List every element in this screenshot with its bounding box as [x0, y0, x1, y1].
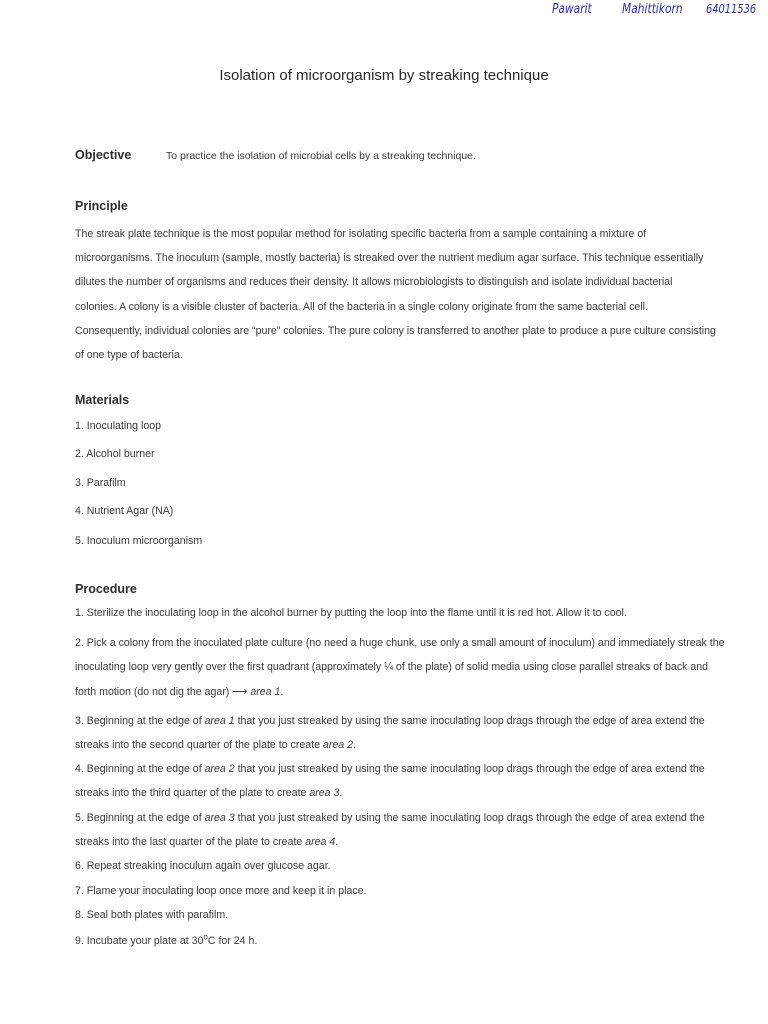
step-text: . — [280, 685, 284, 698]
objective-heading: Objective — [75, 148, 132, 162]
step-emphasis: area 3 — [309, 787, 340, 800]
procedure-step-6: 6. Repeat streaking inoculum again over glucose agar. — [75, 860, 331, 872]
procedure-step-9 — [75, 929, 725, 953]
materials-item: 5. Inoculum microorganism — [75, 535, 203, 547]
step-emphasis: area 1 — [250, 685, 281, 698]
step-text: . — [339, 787, 343, 800]
step-text: that you just streaked by using the same inoculating loop drags through the edge of area extend the streaks into the second quarter of the plate to create — [75, 715, 705, 752]
procedure-step-7: 7. Flame your inoculating loop once more and keep it in place. — [75, 885, 367, 897]
procedure-step-5 — [75, 806, 725, 855]
step-text: that you just streaked by using the same inoculating loop drags through the edge of area extend the streaks into the last quarter of the plate to create — [75, 812, 705, 849]
handwritten-student-id: 64011536 — [706, 2, 757, 16]
materials-item: 1. Inoculating loop — [75, 420, 161, 432]
materials-item: 4. Nutrient Agar (NA) — [75, 505, 174, 517]
step-text: 9. Incubate your plate at 30 — [75, 935, 204, 947]
step-text: . — [352, 739, 356, 752]
step-text: that you just streaked by using the same inoculating loop drags through the edge of area extend the streaks into the third quarter of the plate to create — [75, 763, 705, 800]
procedure-step-4 — [75, 757, 725, 806]
principle-heading: Principle — [75, 199, 128, 213]
procedure-step-1: 1. Sterilize the inoculating loop in the alcohol burner by putting the loop into the flame until it is red hot. Allow it to cool. — [75, 607, 627, 619]
step-text: 3. Beginning at the edge of — [75, 715, 205, 727]
document-title: Isolation of microorganism by streaking technique — [219, 67, 549, 84]
handwritten-first-name: Pawarit — [552, 2, 592, 17]
step-emphasis: area 2 — [204, 763, 235, 775]
procedure-step-8: 8. Seal both plates with parafilm. — [75, 909, 229, 921]
step-emphasis: area 3 — [204, 812, 235, 824]
materials-item: 3. Parafilm — [75, 477, 126, 489]
step-emphasis: area 1 — [204, 715, 235, 727]
step-emphasis: area 2 — [322, 739, 353, 752]
materials-item: 2. Alcohol burner — [75, 448, 155, 460]
procedure-heading: Procedure — [75, 582, 137, 596]
step-text: 2. Pick a colony from the inoculated plate culture (no need a huge chunk, use only a small amount of inoculum) and immediately streak the inoculating loop very gently over the first quadrant (approximately ¼ of the plate) of solid media using close parallel streaks of back and forth motion (do not dig the agar) ⟶ — [75, 637, 725, 698]
procedure-step-3 — [75, 709, 725, 758]
degree-symbol: o — [203, 932, 208, 942]
step-text: . — [335, 836, 339, 849]
principle-paragraph: The streak plate technique is the most popular method for isolating specific bacteria from a sample containing a mixture of microorganisms. The inoculum (sample, mostly bacteria) is streaked over the nutrient medium agar surface. This technique essentially dilutes the number of organisms and reduces their density. It allows microbiologists to distinguish and isolate individual bacterial colonies. A colony is a visible cluster of bacteria. All of the bacteria in a single colony originate from the same bacterial cell. Consequently, individual colonies are “pure” colonies. The pure colony is transferred to another plate to produce a pure culture consisting of one type of bacteria. — [75, 228, 716, 362]
step-emphasis: area 4 — [305, 836, 336, 849]
objective-text: To practice the isolation of microbial cells by a streaking technique. — [166, 150, 476, 162]
step-text: 5. Beginning at the edge of — [75, 812, 205, 824]
step-text: 4. Beginning at the edge of — [75, 763, 205, 775]
materials-heading: Materials — [75, 393, 130, 407]
handwritten-last-name: Mahittikorn — [622, 2, 683, 17]
procedure-step-2 — [75, 631, 725, 704]
step-text: C for 24 h. — [207, 935, 258, 947]
